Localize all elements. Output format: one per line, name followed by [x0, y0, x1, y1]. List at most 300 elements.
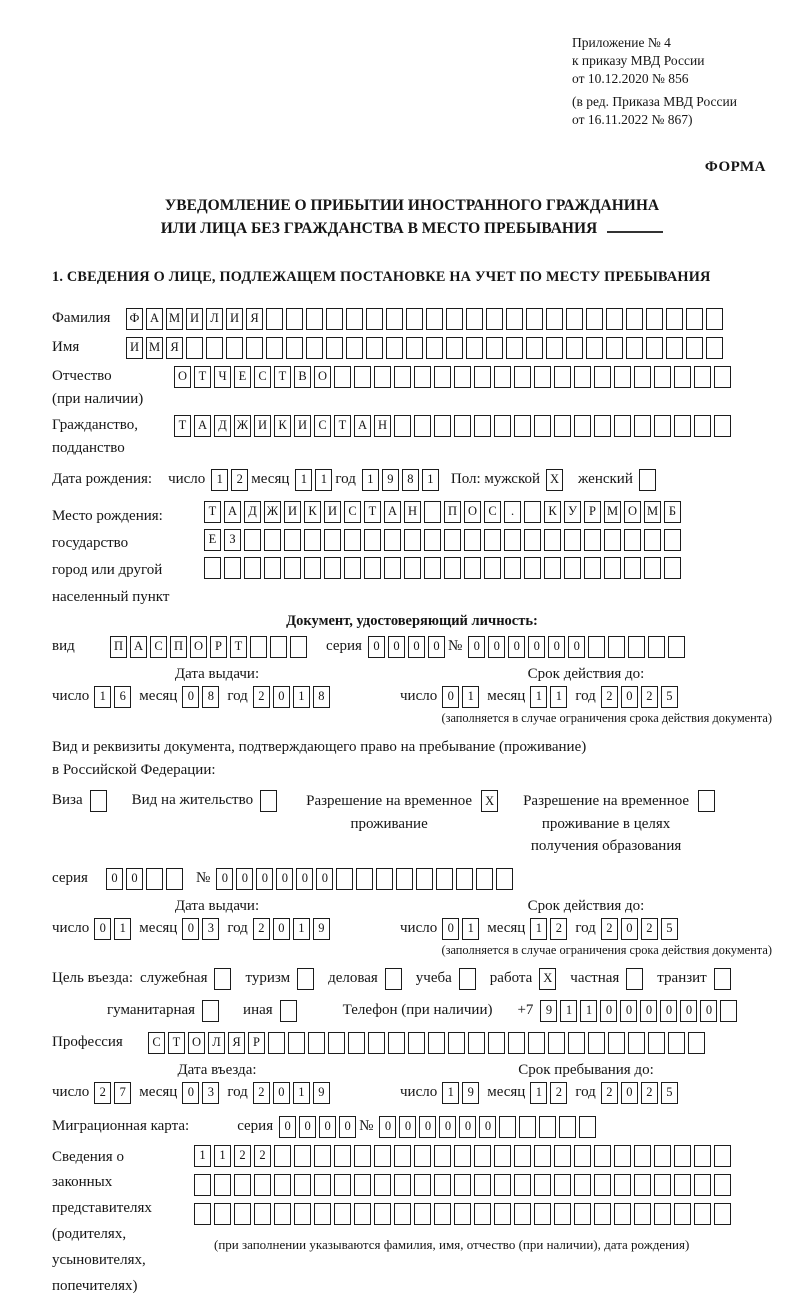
form-cell[interactable]: С — [484, 501, 501, 523]
form-cell[interactable] — [688, 1032, 705, 1054]
form-cell[interactable]: 9 — [313, 918, 330, 940]
form-cell[interactable] — [588, 636, 605, 658]
form-cell[interactable] — [484, 557, 501, 579]
form-cell[interactable] — [374, 1174, 391, 1196]
form-cell[interactable] — [594, 1203, 611, 1225]
form-cell[interactable]: . — [504, 501, 521, 523]
form-cell[interactable] — [566, 308, 583, 330]
form-cell[interactable] — [524, 529, 541, 551]
form-cell[interactable] — [674, 415, 691, 437]
form-cell[interactable] — [394, 1174, 411, 1196]
form-cell[interactable] — [374, 1145, 391, 1167]
form-cell[interactable] — [454, 1203, 471, 1225]
checkbox-cell[interactable] — [260, 790, 277, 812]
form-cell[interactable]: 0 — [319, 1116, 336, 1138]
form-cell[interactable] — [674, 1145, 691, 1167]
form-cell[interactable] — [574, 1145, 591, 1167]
form-cell[interactable] — [546, 337, 563, 359]
form-cell[interactable]: И — [294, 415, 311, 437]
form-cell[interactable]: 0 — [640, 1000, 657, 1022]
form-cell[interactable]: З — [224, 529, 241, 551]
form-cell[interactable] — [204, 557, 221, 579]
form-cell[interactable]: 9 — [313, 1082, 330, 1104]
form-cell[interactable] — [274, 1203, 291, 1225]
form-cell[interactable]: А — [384, 501, 401, 523]
form-cell[interactable]: 2 — [601, 918, 618, 940]
form-cell[interactable]: М — [644, 501, 661, 523]
form-cell[interactable] — [720, 1000, 737, 1022]
form-cell[interactable]: Я — [166, 337, 183, 359]
form-cell[interactable]: 0 — [479, 1116, 496, 1138]
form-cell[interactable] — [568, 1032, 585, 1054]
form-cell[interactable]: 2 — [254, 1145, 271, 1167]
form-cell[interactable]: 1 — [315, 469, 332, 491]
form-cell[interactable] — [694, 1203, 711, 1225]
form-cell[interactable]: С — [344, 501, 361, 523]
form-cell[interactable] — [364, 557, 381, 579]
form-cell[interactable]: 0 — [442, 918, 459, 940]
form-cell[interactable] — [546, 308, 563, 330]
form-cell[interactable] — [446, 337, 463, 359]
form-cell[interactable]: 1 — [295, 469, 312, 491]
form-cell[interactable] — [614, 1145, 631, 1167]
form-cell[interactable] — [224, 557, 241, 579]
form-cell[interactable] — [666, 308, 683, 330]
form-cell[interactable]: 3 — [202, 1082, 219, 1104]
form-cell[interactable] — [496, 868, 513, 890]
form-cell[interactable] — [366, 308, 383, 330]
form-cell[interactable] — [694, 415, 711, 437]
form-cell[interactable] — [454, 415, 471, 437]
form-cell[interactable] — [404, 557, 421, 579]
checkbox-cell[interactable] — [214, 968, 231, 990]
form-cell[interactable] — [434, 1145, 451, 1167]
form-cell[interactable] — [646, 308, 663, 330]
checkbox-cell[interactable] — [385, 968, 402, 990]
form-cell[interactable]: 5 — [661, 918, 678, 940]
form-cell[interactable] — [408, 1032, 425, 1054]
form-cell[interactable] — [706, 337, 723, 359]
form-cell[interactable] — [414, 366, 431, 388]
form-cell[interactable]: 0 — [700, 1000, 717, 1022]
form-cell[interactable] — [504, 557, 521, 579]
form-cell[interactable] — [394, 415, 411, 437]
form-cell[interactable] — [714, 1174, 731, 1196]
form-cell[interactable]: И — [126, 337, 143, 359]
form-cell[interactable] — [554, 1203, 571, 1225]
form-cell[interactable] — [494, 415, 511, 437]
form-cell[interactable]: Т — [230, 636, 247, 658]
form-cell[interactable]: 0 — [126, 868, 143, 890]
form-cell[interactable] — [514, 415, 531, 437]
form-cell[interactable] — [234, 1174, 251, 1196]
form-cell[interactable] — [594, 1174, 611, 1196]
form-cell[interactable] — [564, 529, 581, 551]
form-cell[interactable]: 9 — [382, 469, 399, 491]
form-cell[interactable]: 0 — [216, 868, 233, 890]
form-cell[interactable] — [534, 1145, 551, 1167]
form-cell[interactable] — [554, 1145, 571, 1167]
form-cell[interactable]: 8 — [202, 686, 219, 708]
form-cell[interactable]: 0 — [388, 636, 405, 658]
form-cell[interactable]: 1 — [462, 918, 479, 940]
checkbox-cell[interactable] — [459, 968, 476, 990]
form-cell[interactable] — [668, 1032, 685, 1054]
form-cell[interactable]: 1 — [530, 686, 547, 708]
form-cell[interactable] — [328, 1032, 345, 1054]
form-cell[interactable] — [354, 1174, 371, 1196]
form-cell[interactable] — [334, 1174, 351, 1196]
form-cell[interactable]: 0 — [182, 686, 199, 708]
form-cell[interactable]: С — [148, 1032, 165, 1054]
form-cell[interactable] — [274, 1174, 291, 1196]
form-cell[interactable]: Д — [244, 501, 261, 523]
form-cell[interactable] — [714, 1203, 731, 1225]
form-cell[interactable]: 0 — [621, 918, 638, 940]
form-cell[interactable]: 0 — [276, 868, 293, 890]
form-cell[interactable]: Л — [208, 1032, 225, 1054]
checkbox-cell[interactable] — [202, 1000, 219, 1022]
form-cell[interactable]: Т — [334, 415, 351, 437]
form-cell[interactable] — [346, 308, 363, 330]
form-cell[interactable] — [714, 366, 731, 388]
form-cell[interactable] — [294, 1145, 311, 1167]
form-cell[interactable]: О — [314, 366, 331, 388]
checkbox-cell[interactable] — [280, 1000, 297, 1022]
form-cell[interactable] — [436, 868, 453, 890]
form-cell[interactable] — [270, 636, 287, 658]
form-cell[interactable] — [714, 415, 731, 437]
form-cell[interactable] — [394, 1203, 411, 1225]
checkbox-cell[interactable] — [698, 790, 715, 812]
form-cell[interactable]: 9 — [540, 1000, 557, 1022]
form-cell[interactable] — [194, 1174, 211, 1196]
form-cell[interactable] — [504, 529, 521, 551]
form-cell[interactable]: 0 — [459, 1116, 476, 1138]
form-cell[interactable]: 5 — [661, 1082, 678, 1104]
form-cell[interactable]: А — [224, 501, 241, 523]
form-cell[interactable] — [474, 1174, 491, 1196]
form-cell[interactable] — [524, 501, 541, 523]
form-cell[interactable] — [706, 308, 723, 330]
form-cell[interactable]: 2 — [601, 686, 618, 708]
form-cell[interactable]: 0 — [273, 686, 290, 708]
form-cell[interactable] — [554, 415, 571, 437]
form-cell[interactable] — [624, 529, 641, 551]
form-cell[interactable] — [290, 636, 307, 658]
form-cell[interactable]: 0 — [620, 1000, 637, 1022]
form-cell[interactable] — [334, 1145, 351, 1167]
form-cell[interactable] — [608, 1032, 625, 1054]
form-cell[interactable] — [356, 868, 373, 890]
form-cell[interactable]: 0 — [182, 918, 199, 940]
form-cell[interactable] — [314, 1203, 331, 1225]
form-cell[interactable] — [308, 1032, 325, 1054]
form-cell[interactable] — [394, 1145, 411, 1167]
form-cell[interactable] — [376, 868, 393, 890]
form-cell[interactable]: 8 — [402, 469, 419, 491]
form-cell[interactable]: А — [354, 415, 371, 437]
form-cell[interactable] — [354, 1145, 371, 1167]
form-cell[interactable] — [304, 529, 321, 551]
form-cell[interactable]: О — [190, 636, 207, 658]
form-cell[interactable] — [406, 337, 423, 359]
form-cell[interactable]: 2 — [550, 1082, 567, 1104]
form-cell[interactable] — [494, 1145, 511, 1167]
form-cell[interactable] — [246, 337, 263, 359]
form-cell[interactable] — [286, 308, 303, 330]
form-cell[interactable] — [434, 1174, 451, 1196]
form-cell[interactable] — [694, 1145, 711, 1167]
form-cell[interactable]: 0 — [442, 686, 459, 708]
form-cell[interactable] — [586, 308, 603, 330]
form-cell[interactable] — [214, 1174, 231, 1196]
form-cell[interactable] — [424, 529, 441, 551]
form-cell[interactable]: 0 — [182, 1082, 199, 1104]
form-cell[interactable] — [396, 868, 413, 890]
form-cell[interactable] — [608, 636, 625, 658]
form-cell[interactable]: Е — [204, 529, 221, 551]
form-cell[interactable] — [654, 1174, 671, 1196]
form-cell[interactable] — [424, 557, 441, 579]
form-cell[interactable] — [306, 308, 323, 330]
form-cell[interactable] — [346, 337, 363, 359]
form-cell[interactable] — [464, 557, 481, 579]
form-cell[interactable] — [214, 1203, 231, 1225]
form-cell[interactable]: Е — [234, 366, 251, 388]
form-cell[interactable] — [314, 1145, 331, 1167]
form-cell[interactable] — [454, 366, 471, 388]
form-cell[interactable] — [476, 868, 493, 890]
form-cell[interactable] — [664, 557, 681, 579]
form-cell[interactable] — [468, 1032, 485, 1054]
form-cell[interactable]: И — [324, 501, 341, 523]
form-cell[interactable] — [254, 1174, 271, 1196]
form-cell[interactable] — [626, 308, 643, 330]
form-cell[interactable] — [654, 1203, 671, 1225]
form-cell[interactable] — [499, 1116, 516, 1138]
form-cell[interactable] — [526, 337, 543, 359]
form-cell[interactable]: Т — [174, 415, 191, 437]
form-cell[interactable] — [668, 636, 685, 658]
form-cell[interactable]: 0 — [439, 1116, 456, 1138]
form-cell[interactable] — [554, 366, 571, 388]
form-cell[interactable]: Т — [364, 501, 381, 523]
form-cell[interactable]: П — [110, 636, 127, 658]
form-cell[interactable] — [386, 337, 403, 359]
checkbox-cell[interactable] — [639, 469, 656, 491]
form-cell[interactable] — [234, 1203, 251, 1225]
form-cell[interactable] — [628, 1032, 645, 1054]
form-cell[interactable]: С — [254, 366, 271, 388]
form-cell[interactable]: 0 — [273, 918, 290, 940]
form-cell[interactable]: Б — [664, 501, 681, 523]
form-cell[interactable] — [674, 1203, 691, 1225]
form-cell[interactable]: 1 — [293, 1082, 310, 1104]
form-cell[interactable]: А — [130, 636, 147, 658]
form-cell[interactable] — [474, 415, 491, 437]
form-cell[interactable]: 1 — [462, 686, 479, 708]
form-cell[interactable] — [304, 557, 321, 579]
form-cell[interactable]: 1 — [211, 469, 228, 491]
form-cell[interactable] — [566, 337, 583, 359]
form-cell[interactable] — [586, 337, 603, 359]
form-cell[interactable]: 2 — [641, 1082, 658, 1104]
form-cell[interactable] — [444, 529, 461, 551]
form-cell[interactable]: И — [186, 308, 203, 330]
form-cell[interactable] — [434, 366, 451, 388]
form-cell[interactable] — [614, 1174, 631, 1196]
form-cell[interactable] — [344, 529, 361, 551]
form-cell[interactable] — [428, 1032, 445, 1054]
form-cell[interactable] — [426, 337, 443, 359]
form-cell[interactable]: 6 — [114, 686, 131, 708]
form-cell[interactable]: И — [284, 501, 301, 523]
form-cell[interactable]: 0 — [256, 868, 273, 890]
form-cell[interactable] — [456, 868, 473, 890]
form-cell[interactable] — [606, 308, 623, 330]
form-cell[interactable]: Т — [168, 1032, 185, 1054]
form-cell[interactable]: 2 — [234, 1145, 251, 1167]
form-cell[interactable]: О — [624, 501, 641, 523]
form-cell[interactable] — [474, 1203, 491, 1225]
form-cell[interactable] — [594, 415, 611, 437]
form-cell[interactable] — [244, 529, 261, 551]
form-cell[interactable]: 0 — [528, 636, 545, 658]
form-cell[interactable]: 0 — [273, 1082, 290, 1104]
form-cell[interactable]: 0 — [279, 1116, 296, 1138]
form-cell[interactable] — [494, 1203, 511, 1225]
form-cell[interactable]: К — [274, 415, 291, 437]
form-cell[interactable]: 3 — [202, 918, 219, 940]
form-cell[interactable] — [674, 366, 691, 388]
form-cell[interactable]: У — [564, 501, 581, 523]
form-cell[interactable] — [186, 337, 203, 359]
form-cell[interactable]: 1 — [530, 1082, 547, 1104]
form-cell[interactable] — [334, 366, 351, 388]
form-cell[interactable] — [508, 1032, 525, 1054]
form-cell[interactable] — [494, 366, 511, 388]
form-cell[interactable] — [574, 1203, 591, 1225]
form-cell[interactable] — [654, 1145, 671, 1167]
form-cell[interactable]: 2 — [641, 686, 658, 708]
form-cell[interactable]: Л — [206, 308, 223, 330]
form-cell[interactable]: Я — [246, 308, 263, 330]
form-cell[interactable]: 0 — [548, 636, 565, 658]
form-cell[interactable] — [266, 337, 283, 359]
form-cell[interactable]: А — [146, 308, 163, 330]
form-cell[interactable]: 0 — [600, 1000, 617, 1022]
form-cell[interactable] — [226, 337, 243, 359]
form-cell[interactable]: Ж — [234, 415, 251, 437]
form-cell[interactable] — [326, 308, 343, 330]
form-cell[interactable]: И — [254, 415, 271, 437]
form-cell[interactable]: 1 — [114, 918, 131, 940]
form-cell[interactable] — [506, 308, 523, 330]
form-cell[interactable]: А — [194, 415, 211, 437]
form-cell[interactable] — [434, 1203, 451, 1225]
form-cell[interactable] — [414, 415, 431, 437]
form-cell[interactable]: 2 — [253, 686, 270, 708]
form-cell[interactable]: 0 — [296, 868, 313, 890]
form-cell[interactable]: 0 — [299, 1116, 316, 1138]
form-cell[interactable]: Т — [204, 501, 221, 523]
form-cell[interactable] — [284, 557, 301, 579]
form-cell[interactable] — [579, 1116, 596, 1138]
form-cell[interactable] — [324, 529, 341, 551]
form-cell[interactable] — [694, 1174, 711, 1196]
form-cell[interactable] — [466, 308, 483, 330]
form-cell[interactable] — [306, 337, 323, 359]
title-underline-blank[interactable] — [607, 217, 663, 233]
form-cell[interactable] — [604, 529, 621, 551]
form-cell[interactable] — [634, 415, 651, 437]
form-cell[interactable] — [406, 308, 423, 330]
form-cell[interactable]: Н — [374, 415, 391, 437]
form-cell[interactable]: М — [604, 501, 621, 523]
form-cell[interactable]: 5 — [661, 686, 678, 708]
form-cell[interactable]: 1 — [293, 918, 310, 940]
form-cell[interactable] — [544, 529, 561, 551]
form-cell[interactable] — [544, 557, 561, 579]
form-cell[interactable]: 2 — [550, 918, 567, 940]
form-cell[interactable] — [548, 1032, 565, 1054]
form-cell[interactable] — [354, 366, 371, 388]
form-cell[interactable] — [446, 308, 463, 330]
form-cell[interactable]: 0 — [568, 636, 585, 658]
form-cell[interactable] — [326, 337, 343, 359]
form-cell[interactable]: 0 — [680, 1000, 697, 1022]
form-cell[interactable]: 0 — [339, 1116, 356, 1138]
form-cell[interactable] — [474, 1145, 491, 1167]
form-cell[interactable] — [386, 308, 403, 330]
form-cell[interactable] — [426, 308, 443, 330]
form-cell[interactable]: В — [294, 366, 311, 388]
form-cell[interactable]: 0 — [621, 686, 638, 708]
form-cell[interactable]: 0 — [468, 636, 485, 658]
form-cell[interactable]: Я — [228, 1032, 245, 1054]
form-cell[interactable]: 0 — [508, 636, 525, 658]
form-cell[interactable] — [626, 337, 643, 359]
form-cell[interactable] — [324, 557, 341, 579]
form-cell[interactable] — [434, 415, 451, 437]
form-cell[interactable]: С — [150, 636, 167, 658]
form-cell[interactable] — [514, 366, 531, 388]
form-cell[interactable]: 0 — [621, 1082, 638, 1104]
form-cell[interactable] — [414, 1145, 431, 1167]
form-cell[interactable] — [526, 308, 543, 330]
form-cell[interactable] — [284, 529, 301, 551]
form-cell[interactable] — [146, 868, 163, 890]
form-cell[interactable] — [634, 1203, 651, 1225]
form-cell[interactable]: 2 — [253, 918, 270, 940]
form-cell[interactable] — [554, 1174, 571, 1196]
form-cell[interactable] — [614, 415, 631, 437]
form-cell[interactable] — [494, 1174, 511, 1196]
form-cell[interactable] — [394, 366, 411, 388]
form-cell[interactable]: 0 — [488, 636, 505, 658]
checkbox-cell[interactable]: X — [539, 968, 556, 990]
form-cell[interactable]: 2 — [641, 918, 658, 940]
form-cell[interactable] — [264, 557, 281, 579]
form-cell[interactable]: 0 — [408, 636, 425, 658]
form-cell[interactable]: 1 — [442, 1082, 459, 1104]
form-cell[interactable] — [294, 1174, 311, 1196]
form-cell[interactable] — [454, 1145, 471, 1167]
form-cell[interactable] — [166, 868, 183, 890]
form-cell[interactable] — [374, 1203, 391, 1225]
form-cell[interactable] — [584, 529, 601, 551]
